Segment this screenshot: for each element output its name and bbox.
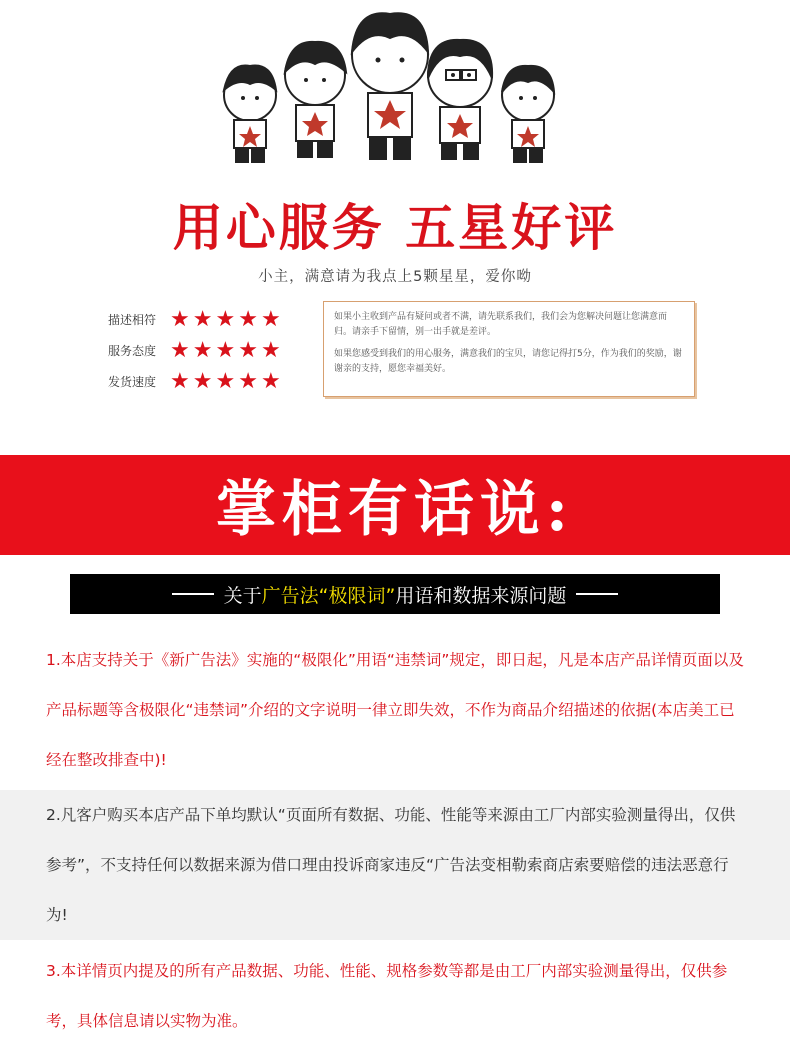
star-icon: ★ [260, 368, 281, 394]
star-rating [170, 306, 281, 332]
note-box [323, 301, 695, 397]
star-icon: ★ [238, 368, 258, 394]
cartoon-kids-illustration [210, 0, 580, 185]
rating-row-shipping [108, 366, 281, 397]
rating-label: 描述相符 [108, 313, 157, 327]
note-line: 如果您感受到我们的用心服务，满意我们的宝贝，请您记得打5分，作为我们的奖励，谢谢亲的支持，愿您幸福美好。 [334, 349, 682, 374]
star-rating [170, 368, 281, 394]
headline: 用心服务 五星好评 [172, 198, 618, 257]
notice-1 [0, 635, 790, 785]
notice-text: 3.本详情页内提及的所有产品数据、功能、性能、规格参数等都是由工厂内部实验测量得出，仅供参考，具体信息请以实物为准。 [46, 962, 728, 1030]
star-icon: ★ [170, 337, 190, 363]
notice-text: 1.本店支持关于《新广告法》实施的“极限化”用语“违禁词”规定，即日起，凡是本店产品详情页面以及产品标题等含极限化“违禁词”介绍的文字说明一律立即失效，不作为商品介绍描述的依据(本店美工已经在整改排查中)! [46, 651, 744, 769]
star-icon: ★ [238, 337, 258, 363]
star-icon: ★ [170, 306, 190, 332]
star-icon: ★ [215, 306, 236, 332]
star-icon: ★ [215, 368, 236, 394]
rating-list [108, 304, 281, 397]
star-rating [170, 337, 281, 363]
star-icon: ★ [260, 337, 281, 363]
subtitle-pre: 关于 [223, 584, 262, 607]
banner-title: 掌柜有话说: [215, 475, 575, 545]
rating-row-service [108, 335, 281, 366]
star-icon: ★ [238, 306, 258, 332]
star-icon: ★ [192, 306, 213, 332]
rating-row-description [108, 304, 281, 335]
notice-text: 2.凡客户购买本店产品下单均默认“页面所有数据、功能、性能等来源由工厂内部实验测量得出，仅供参考”，不支持任何以数据来源为借口理由投诉商家违反“广告法变相勒索商店索要赔偿的违法恶意行为! [46, 806, 736, 924]
dash-decoration [172, 593, 214, 595]
note-line: 如果小主收到产品有疑问或者不满，请先联系我们，我们会为您解决问题让您满意而归。请亲手下留情，别一出手就是差评。 [334, 312, 668, 337]
subtitle-bar [70, 574, 720, 614]
star-icon: ★ [215, 337, 236, 363]
star-icon: ★ [192, 368, 213, 394]
notice-3 [0, 946, 790, 1046]
tagline: 小主，满意请为我点上5颗星星，爱你呦 [258, 269, 532, 285]
star-icon: ★ [192, 337, 213, 363]
dash-decoration [576, 593, 618, 595]
rating-label: 服务态度 [108, 344, 157, 358]
subtitle-post: 用语和数据来源问题 [395, 584, 567, 607]
star-icon: ★ [260, 306, 281, 332]
rating-label: 发货速度 [108, 375, 157, 389]
star-icon: ★ [170, 368, 190, 394]
subtitle-highlight: 广告法“极限词” [261, 584, 396, 607]
notice-2 [0, 790, 790, 940]
